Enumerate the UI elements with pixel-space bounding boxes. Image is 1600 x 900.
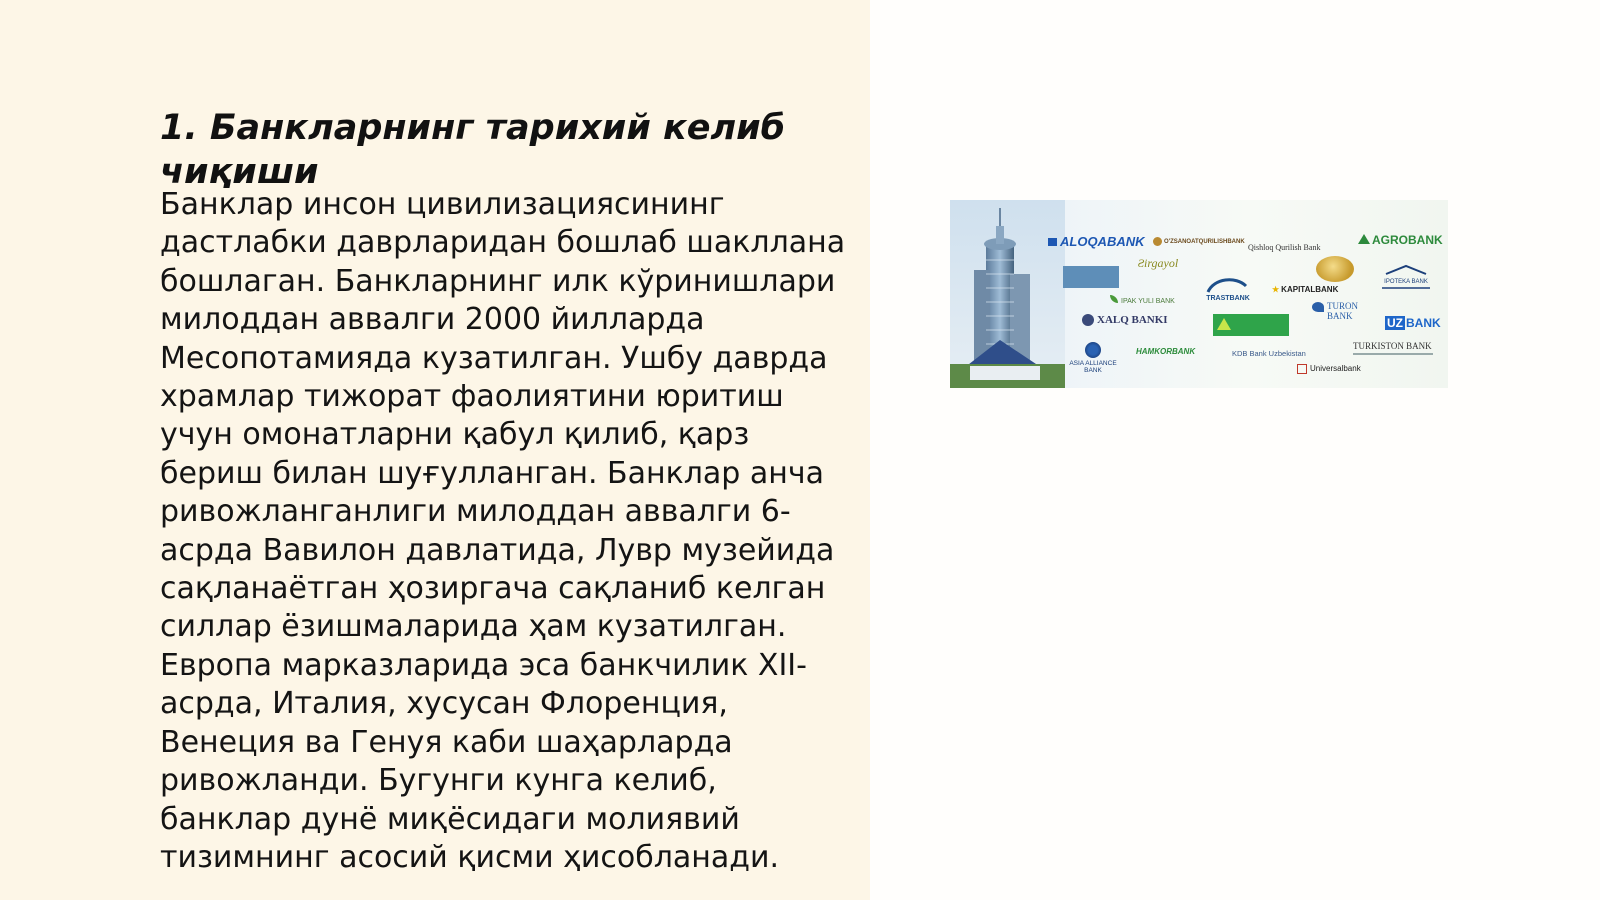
turkiston-bank-logo: TURKISTON BANK (1353, 342, 1433, 355)
xalq-banki-logo: XALQ BANKI (1082, 314, 1168, 326)
turonbank-logo: TURON BANK (1312, 302, 1358, 321)
asia-alliance-bank-logo: ASIA ALLIANCE BANK (1058, 342, 1128, 374)
ipoteka-bank-logo (1376, 264, 1436, 292)
uzbek-banks-logos-banner (950, 200, 1448, 388)
agrobank-logo: AGROBANK (1358, 233, 1443, 247)
kapitalbank-logo: ★ KAPITALBANK (1272, 285, 1339, 294)
blue-bank-logo (1063, 266, 1119, 288)
universalbank-logo: Universalbank (1297, 364, 1361, 374)
svg-text:TRASTBANK: TRASTBANK (1206, 295, 1250, 302)
slide-title: 1. Банкларнинг тарихий келиб чиқиши (160, 108, 786, 192)
aloqabank-logo: ALOQABANK (1048, 234, 1145, 249)
green-bank-logo (1213, 314, 1289, 336)
image-panel (870, 0, 1600, 900)
gold-emblem-logo (1316, 256, 1354, 282)
svg-text:IPOTEKA BANK: IPOTEKA BANK (1384, 279, 1428, 285)
script-bank-logo: Ƨirgayol (1138, 256, 1179, 270)
qishloq-qurilish-bank-logo: Qishloq Qurilish Bank (1248, 243, 1321, 252)
ipak-yuli-bank-logo: IPAK YULI BANK (1110, 295, 1175, 305)
hamkorbank-logo: HAMKORBANK (1136, 347, 1196, 356)
trastbank-logo (1200, 276, 1256, 302)
slide-body-text: Банклар инсон цивилизациясининг дастлабки даврларидан бошлаб шакллана бошлаган. Банкларнинг илк кўринишлари милоддан аввалги 2000 йилларда Месопотамияда кузатилган. Ушбу даврда храмлар тижорат фаолиятини юритиш учун омонатларни қабул қилиб, қарз бериш билан шуғулланган. Банклар анча ривожланганлиги милоддан аввалги 6-асрда Вавилон давлатида, Лувр музейида сақланаётган ҳозиргача сақланиб келган силлар ёзишмаларида ҳам кузатилган. Европа марказларида эса банкчилик XII-асрда, Италия, хусусан Флоренция, Венеция ва Генуя каби шаҳарларда ривожланди. Бугунги кунга келиб, банклар дунё миқёсидаги молиявий тизимнинг асосий қисми ҳисобланади. (160, 187, 846, 875)
kdb-bank-logo: KDB Bank Uzbekistan (1232, 349, 1306, 358)
bank-tower-illustration (950, 200, 1065, 388)
ozsanoatqurilishbank-logo: O'ZSANOATQURILISHBANK (1153, 237, 1245, 246)
uzbank-logo: UZ BANK (1387, 316, 1441, 330)
